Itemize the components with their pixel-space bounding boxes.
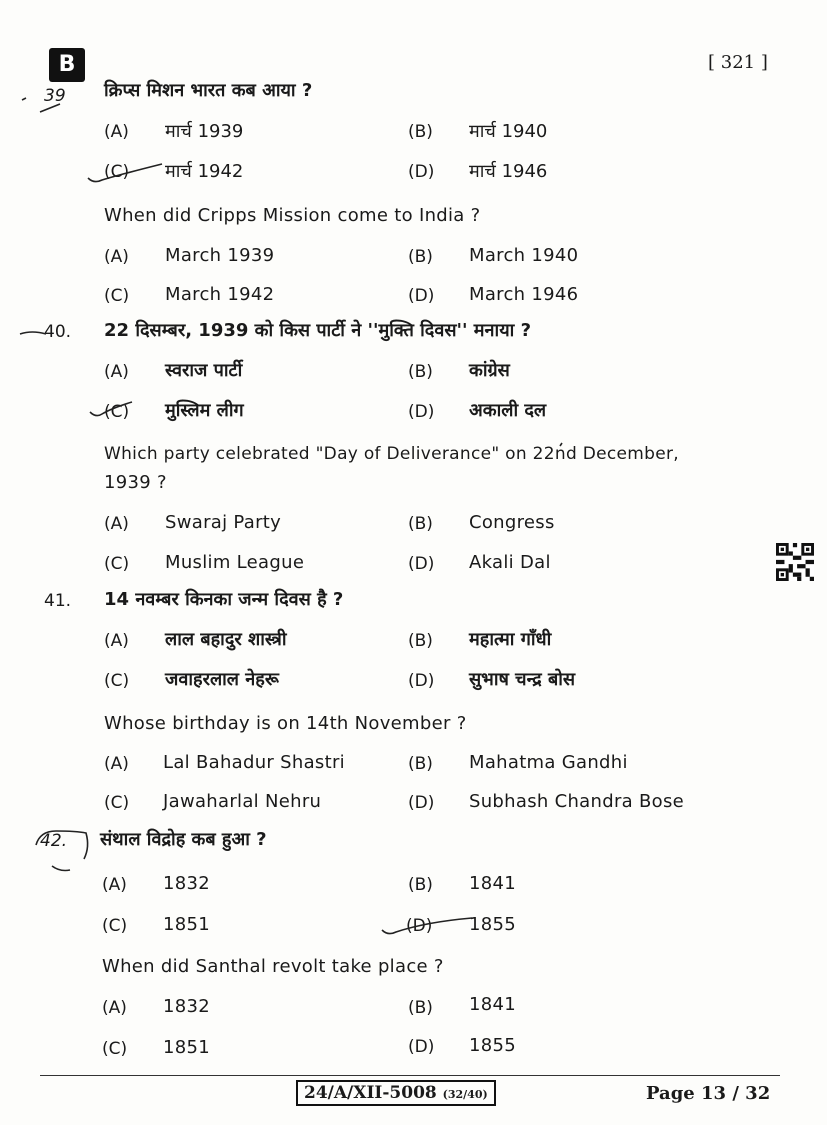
option-english: March 1942: [165, 284, 275, 305]
option-english: Subhash Chandra Bose: [469, 791, 685, 812]
option-value: 1841: [469, 873, 517, 894]
paper-code-text: 24/A/XII-5008: [304, 1083, 437, 1103]
option-english: March 1939: [165, 245, 275, 266]
option-label: (B): [408, 362, 433, 382]
question-number: 39: [44, 86, 66, 106]
option-hindi: महात्मा गाँधी: [469, 629, 552, 650]
option-label: (C): [104, 402, 130, 422]
option-english: 1832: [163, 996, 211, 1017]
question-number: 42.: [40, 831, 68, 851]
option-label: (B): [408, 754, 433, 774]
option-hindi: मार्च 1942: [165, 161, 244, 182]
option-label: (D): [408, 1037, 435, 1057]
option-label: (C): [102, 916, 128, 936]
option-hindi: मार्च 1940: [469, 121, 548, 142]
option-label: (C): [104, 554, 130, 574]
question-english: When did Cripps Mission come to India ?: [104, 205, 481, 226]
question-english: When did Santhal revolt take place ?: [102, 956, 444, 977]
question-hindi: 14 नवम्बर किनका जन्म दिवस है ?: [104, 589, 344, 610]
option-label: (D): [408, 162, 435, 182]
option-label: (B): [408, 514, 433, 534]
option-hindi: अकाली दल: [469, 400, 547, 421]
option-label: (A): [104, 514, 129, 534]
option-label: (A): [104, 631, 129, 651]
page-reference: [ 321 ]: [708, 52, 768, 73]
question-english-line2: 1939 ?: [104, 472, 167, 493]
option-label: (B): [408, 631, 433, 651]
option-english: 1841: [469, 994, 517, 1015]
question-number: 41.: [44, 591, 72, 611]
option-label: (B): [408, 875, 433, 895]
page-number: Page 13 / 32: [646, 1083, 771, 1104]
question-english-line1: Which party celebrated "Day of Deliverance" on 22nd December,: [104, 444, 680, 464]
option-label: (A): [102, 998, 127, 1018]
option-label: (D): [408, 286, 435, 306]
option-label: (A): [102, 875, 127, 895]
option-english: Akali Dal: [469, 552, 551, 573]
question-hindi: क्रिप्स मिशन भारत कब आया ?: [104, 80, 313, 101]
option-label: (B): [408, 247, 433, 267]
option-english: Lal Bahadur Shastri: [163, 752, 345, 773]
option-english: Congress: [469, 512, 555, 533]
option-english: Jawaharlal Nehru: [163, 791, 322, 812]
option-label: (A): [104, 247, 129, 267]
option-hindi: सुभाष चन्द्र बोस: [469, 669, 576, 690]
question-number: 40.: [44, 322, 72, 342]
section-badge: B: [49, 48, 85, 82]
option-english: Swaraj Party: [165, 512, 282, 533]
option-english: 1851: [163, 1037, 211, 1058]
option-label: (C): [104, 286, 130, 306]
option-label: (B): [408, 998, 433, 1018]
option-label: (C): [104, 793, 130, 813]
option-english: March 1946: [469, 284, 579, 305]
option-label: (B): [408, 122, 433, 142]
option-label: (A): [104, 122, 129, 142]
option-english: 1855: [469, 1035, 517, 1056]
option-hindi: कांग्रेस: [469, 360, 510, 381]
option-label: (D): [408, 793, 435, 813]
option-hindi: जवाहरलाल नेहरू: [165, 669, 279, 690]
option-english: Mahatma Gandhi: [469, 752, 628, 773]
option-label: (C): [104, 162, 130, 182]
option-value: 1832: [163, 873, 211, 894]
option-hindi: मार्च 1946: [469, 161, 548, 182]
option-label: (A): [104, 362, 129, 382]
option-value: 1851: [163, 914, 211, 935]
question-hindi: संथाल विद्रोह कब हुआ ?: [100, 829, 267, 850]
option-hindi: मुस्लिम लीग: [165, 400, 244, 421]
option-label: (A): [104, 754, 129, 774]
option-value: 1855: [469, 914, 517, 935]
option-label: (C): [102, 1039, 128, 1059]
option-label: (D): [408, 671, 435, 691]
option-hindi: लाल बहादुर शास्त्री: [165, 629, 287, 650]
paper-code-small: (32/40): [442, 1088, 488, 1101]
question-english: Whose birthday is on 14th November ?: [104, 713, 467, 734]
option-english: Muslim League: [165, 552, 305, 573]
question-hindi: 22 दिसम्बर, 1939 को किस पार्टी ने ''मुक्ति दिवस'' मनाया ?: [104, 320, 532, 341]
paper-code: [296, 1080, 496, 1106]
option-hindi: मार्च 1939: [165, 121, 244, 142]
option-english: March 1940: [469, 245, 579, 266]
option-label: (D): [408, 402, 435, 422]
option-hindi: स्वराज पार्टी: [165, 360, 243, 381]
option-label: (D): [406, 916, 433, 936]
option-label: (D): [408, 554, 435, 574]
footer-divider: [40, 1075, 780, 1076]
option-label: (C): [104, 671, 130, 691]
